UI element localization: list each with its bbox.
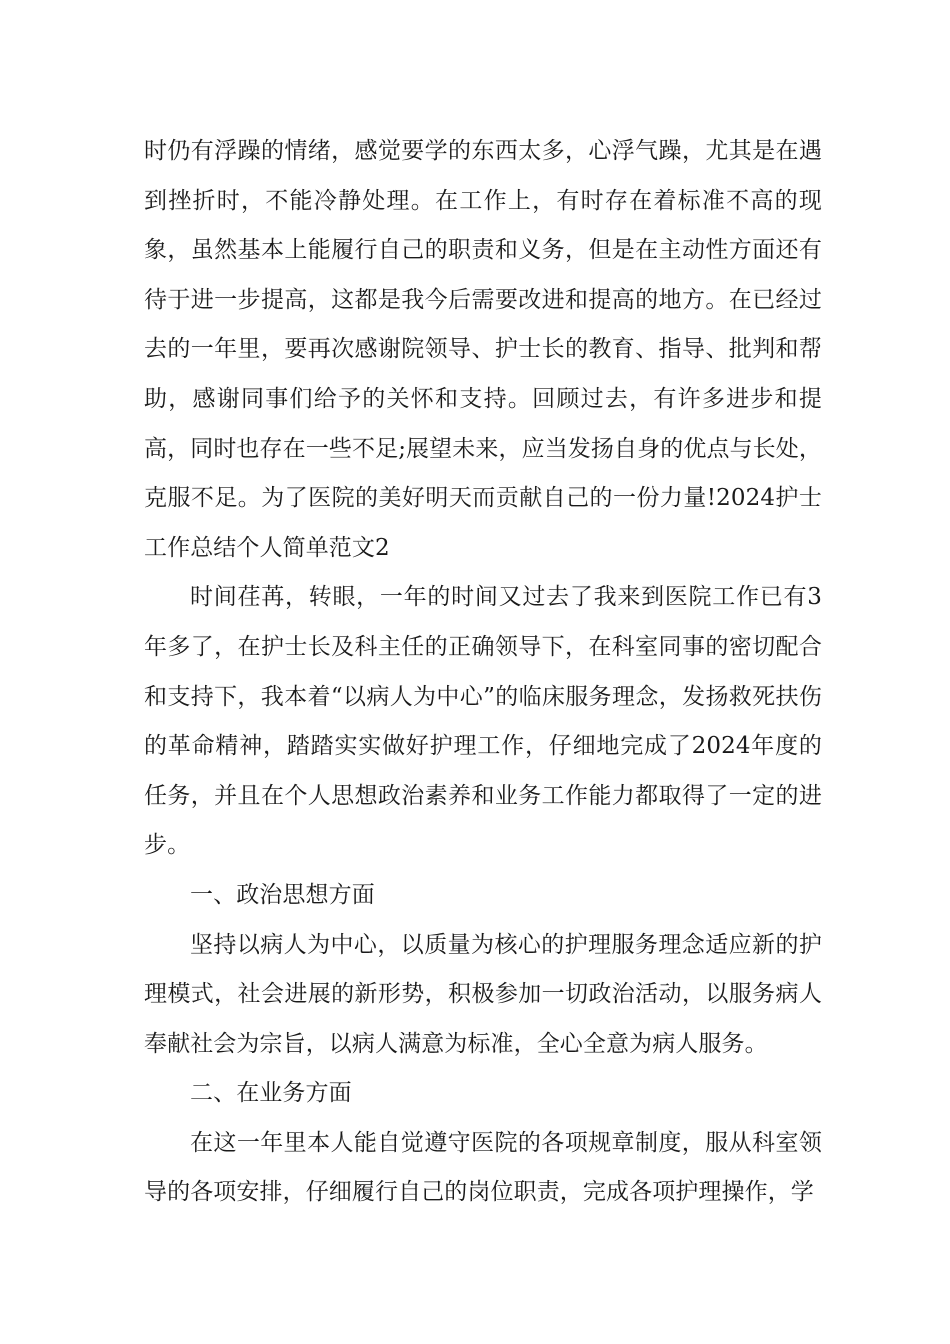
paragraph-continuation: 时仍有浮躁的情绪，感觉要学的东西太多，心浮气躁，尤其是在遇到挫折时，不能冷静处理。在工作上，有时存在着标准不高的现象，虽然基本上能履行自己的职责和义务，但是在主动性方面还有待于进一步提高，这都是我今后需要改进和提高的地方。在已经过去的一年里，要再次感谢院领导、护士长的教育、指导、批判和帮助，感谢同事们给予的关怀和支持。回顾过去，有许多进步和提高，同时也存在一些不足;展望未来，应当发扬自身的优点与长处，克服不足。为了医院的美好明天而贡献自己的一份力量!2024护士工作总结个人简单范文2 — [144, 138, 822, 561]
paragraph-intro: 时间荏苒，转眼，一年的时间又过去了我来到医院工作已有3年多了，在护士长及科主任的正确领导下，在科室同事的密切配合和支持下，我本着“以病人为中心”的临床服务理念，发扬救死扶伤的革命精神，踏踏实实做好护理工作，仔细地完成了2024年度的任务，并且在个人思想政治素养和业务工作能力都取得了一定的进步。 — [144, 584, 822, 859]
paragraph-political: 坚持以病人为中心，以质量为核心的护理服务理念适应新的护理模式，社会进展的新形势，积极参加一切政治活动，以服务病人奉献社会为宗旨，以病人满意为标准，全心全意为病人服务。 — [144, 931, 822, 1057]
section-heading-political: 一、政治思想方面 — [190, 881, 375, 908]
section-heading-business: 二、在业务方面 — [190, 1080, 352, 1107]
paragraph-business: 在这一年里本人能自觉遵守医院的各项规章制度，服从科室领导的各项安排，仔细履行自己的岗位职责，完成各项护理操作，学 — [144, 1129, 822, 1206]
document-body — [144, 127, 822, 1218]
